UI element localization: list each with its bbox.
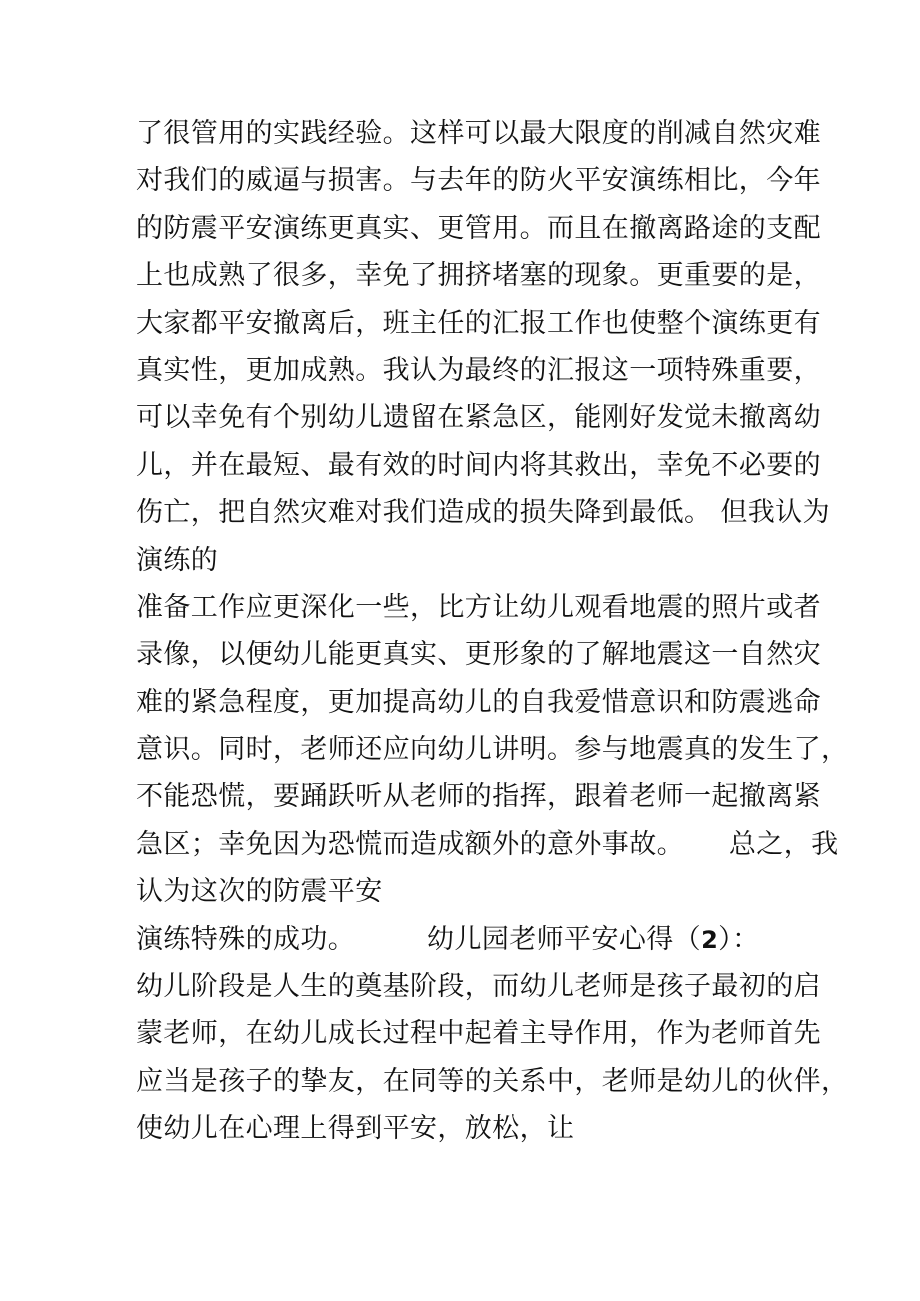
heading-prefix: 演练特殊的成功。 幼儿园老师平安心得（ [136, 923, 702, 955]
text-line: 演练的 [136, 544, 219, 576]
text-line: 意识。同时，老师还应向幼儿讲明。参与地震真的发生了， [136, 734, 849, 766]
text-line: 真实性，更加成熟。我认为最终的汇报这一项特殊重要， [136, 354, 821, 386]
section-heading-line [136, 916, 816, 963]
text-line: 上也成熟了很多，幸免了拥挤堵塞的现象。更重要的是， [136, 260, 821, 292]
text-line: 儿，并在最短、最有效的时间内将其救出，幸免不必要的 [136, 449, 821, 481]
text-line: 蒙老师，在幼儿成长过程中起着主导作用，作为老师首先 [136, 1018, 821, 1050]
heading-suffix: ）： [718, 923, 760, 955]
text-line: 录像，以便幼儿能更真实、更形象的了解地震这一自然灾 [136, 639, 821, 671]
text-line: 伤亡，把自然灾难对我们造成的损失降到最低。 但我认为 [136, 497, 830, 529]
text-line: 了很管用的实践经验。这样可以最大限度的削减自然灾难 [136, 118, 821, 149]
text-line: 应当是孩子的挚友，在同等的关系中，老师是幼儿的伙伴， [136, 1065, 849, 1097]
text-line: 的防震平安演练更真实、更管用。而且在撤离路途的支配 [136, 212, 821, 244]
text-line: 大家都平安撤离后，班主任的汇报工作也使整个演练更有 [136, 307, 821, 339]
text-line: 难的紧急程度，更加提高幼儿的自我爱惜意识和防震逃命 [136, 686, 821, 718]
text-line: 不能恐慌，要踊跃听从老师的指挥，跟着老师一起撤离紧 [136, 781, 821, 813]
document-body [136, 110, 849, 1153]
text-line: 对我们的威逼与损害。与去年的防火平安演练相比，今年 [136, 165, 821, 197]
text-line: 可以幸免有个别幼儿遗留在紧急区，能刚好发觉未撤离幼 [136, 402, 821, 434]
text-line: 幼儿阶段是人生的奠基阶段，而幼儿老师是孩子最初的启 [136, 971, 821, 1003]
text-line: 认为这次的防震平安 [136, 876, 383, 908]
heading-number: 2 [701, 925, 719, 954]
text-line: 使幼儿在心理上得到平安，放松，让 [136, 1113, 575, 1145]
text-line: 急区；幸免因为恐慌而造成额外的意外事故。 总之，我 [136, 828, 839, 860]
text-line: 准备工作应更深化一些，比方让幼儿观看地震的照片或者 [136, 591, 821, 623]
